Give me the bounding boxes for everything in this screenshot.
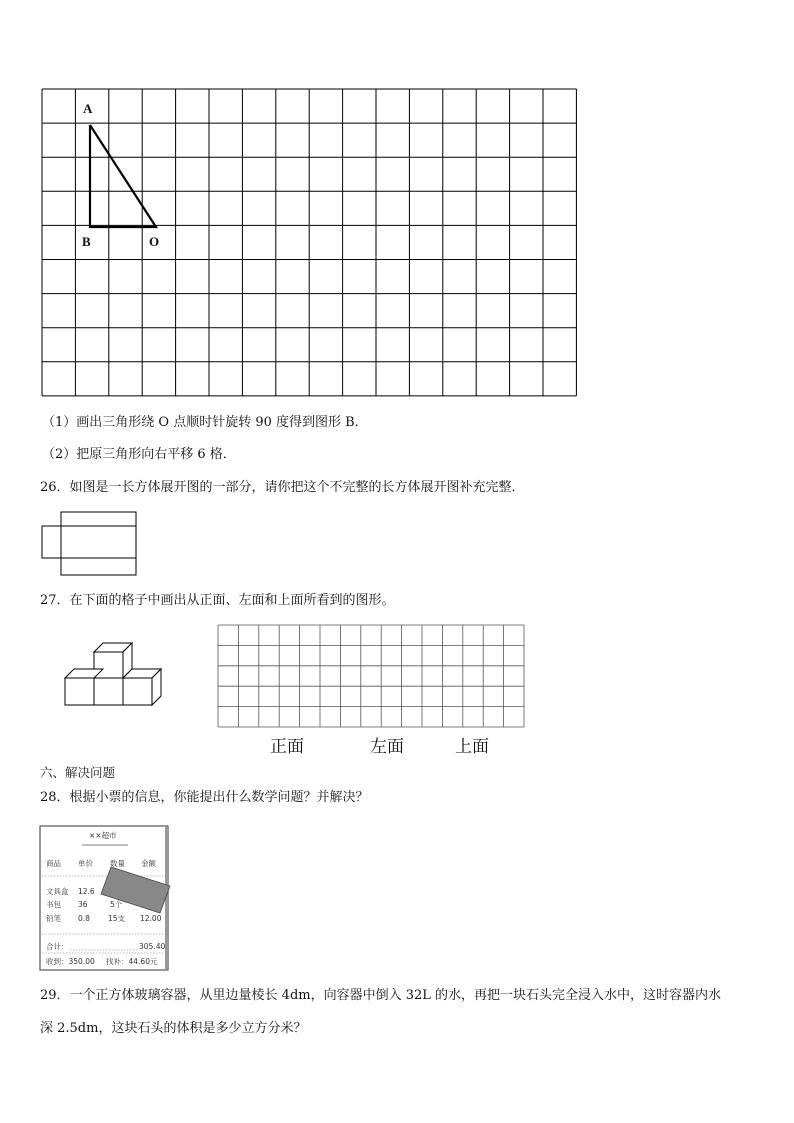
section-six-title: 六、解决问题 (40, 765, 116, 780)
q25-sub1: （1）画出三角形绕 O 点顺时针旋转 90 度得到图形 B． (42, 415, 368, 430)
point-label-b: B (82, 234, 91, 249)
receipt-received: 收到：350.00 (46, 957, 95, 966)
receipt-header-item: 商品 (46, 859, 61, 868)
receipt-row3-item: 铅笔 (46, 914, 61, 923)
receipt-row2-price: 36 (78, 900, 88, 909)
receipt-row1-item: 文具盒 (46, 887, 69, 896)
receipt-header-price: 单价 (78, 859, 93, 868)
q27-text: 27．在下面的格子中画出从正面、左面和上面所看到的图形。 (40, 593, 395, 608)
q28-text: 28．根据小票的信息，你能提出什么数学问题？并解决？ (40, 790, 369, 805)
receipt-change: 找补：44.60元 (106, 957, 158, 966)
q26-text: 26．如图是一长方体展开图的一部分，请你把这个不完整的长方体展开图补充完整． (40, 480, 525, 495)
q29-line2: 深 2.5dm，这块石头的体积是多少立方分米？ (40, 1021, 307, 1036)
view-label-front: 正面 (270, 737, 304, 757)
receipt-row2-qty: 5个 (110, 900, 123, 909)
receipt-total-label: 合计： (46, 942, 69, 951)
receipt-store-name: ××超市 (89, 831, 117, 840)
point-label-a: A (83, 101, 93, 116)
view-label-left: 左面 (370, 737, 404, 757)
receipt-header-qty: 数量 (110, 859, 125, 868)
receipt-row1-price: 12.6 (78, 887, 95, 896)
receipt-row3-qty: 15支 (108, 914, 126, 923)
point-label-o: O (149, 234, 160, 249)
view-label-top: 上面 (455, 737, 489, 757)
q29-line1: 29．一个正方体玻璃容器，从里边量棱长 4dm，向容器中倒入 32L 的水，再把一块石头完全浸入水中，这时容器内水 (40, 988, 722, 1003)
q25-sub2: （2）把原三角形向右平移 6 格． (42, 447, 236, 462)
receipt-row2-item: 书包 (46, 900, 61, 909)
receipt-header-amount: 金额 (141, 859, 156, 868)
receipt-total-value: 305.40 (139, 942, 166, 951)
receipt-row3-amount: 12.00 (140, 914, 162, 923)
receipt-row3-price: 0.8 (78, 914, 90, 923)
